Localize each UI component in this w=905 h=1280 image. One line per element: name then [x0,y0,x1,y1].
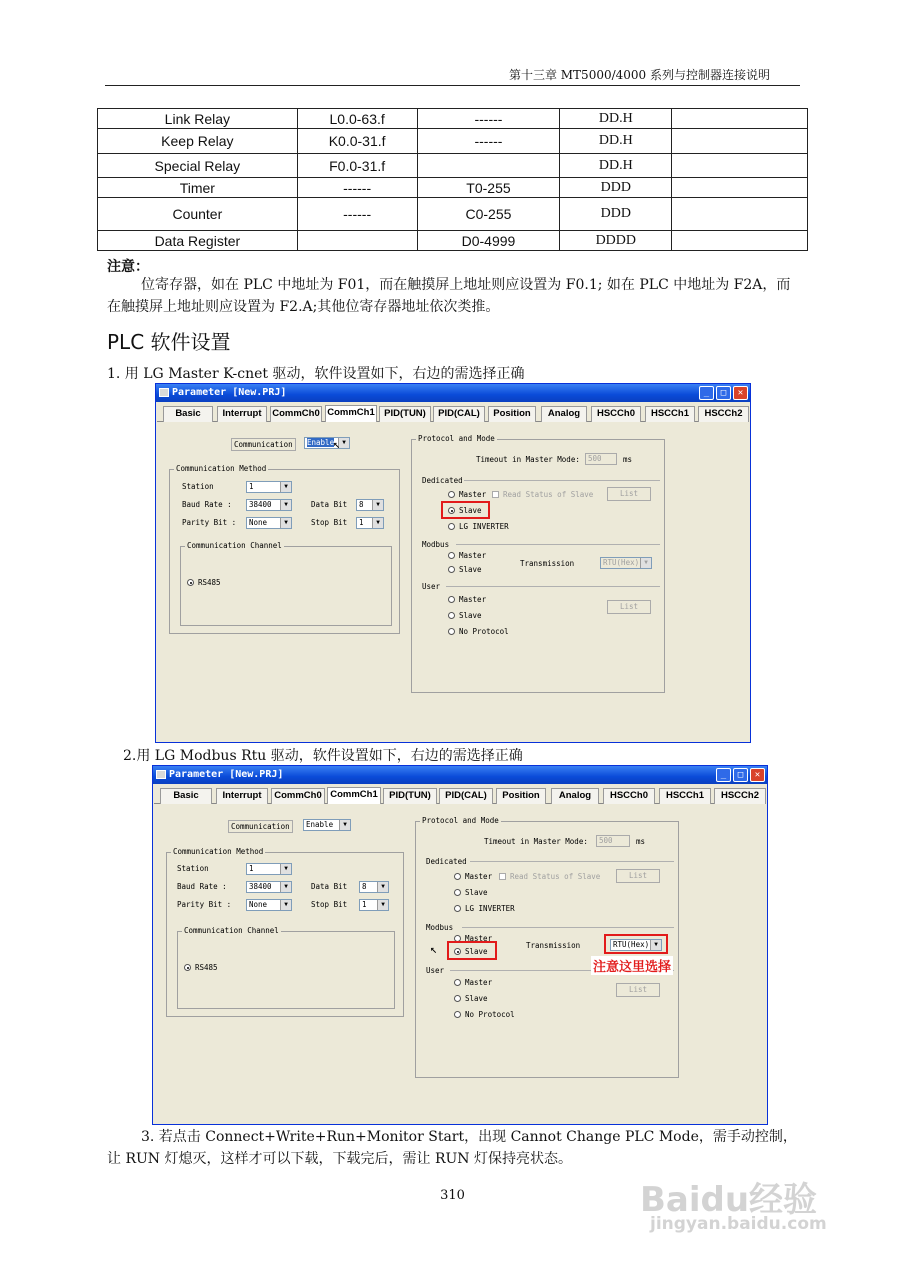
tab-strip [154,788,766,804]
table-cell: ------ [417,129,560,154]
chevron-down-icon: ▼ [280,482,291,492]
lg-inverter-label: LG INVERTER [459,522,509,531]
communication-channel-group [180,541,392,626]
mouse-cursor-icon: ↖ [333,437,341,451]
table-cell [672,178,808,198]
step-1-text: 1. 用 LG Master K-cnet 驱动，软件设置如下，右边的需选择正确 [107,366,525,382]
transmission-highlight-box [604,934,668,954]
no-protocol-radio[interactable] [448,628,455,635]
modbus-divider [462,927,674,928]
stop-bit-select[interactable] [356,517,384,529]
dedicated-label: Dedicated [426,857,467,866]
minimize-button[interactable]: _ [699,386,714,400]
communication-label: Communication [231,438,296,451]
parity-bit-label: Parity Bit : [177,900,232,909]
chevron-down-icon: ▼ [338,438,349,448]
read-status-checkbox[interactable] [492,491,499,498]
step-2-text: 2.用 LG Modbus Rtu 驱动，软件设置如下，右边的需选择正确 [123,748,523,764]
dedicated-divider [470,861,674,862]
table-cell: C0-255 [417,198,560,231]
parity-bit-label: Parity Bit : [182,518,237,527]
user-master-radio[interactable] [454,979,461,986]
parity-bit-select[interactable] [246,899,292,911]
data-bit-value: 8 [362,882,367,891]
dedicated-list-button[interactable]: List [616,869,660,883]
transmission-label: Transmission [526,941,581,950]
communication-method-group [166,847,404,1017]
dedicated-divider [464,480,660,481]
data-bit-label: Data Bit [311,500,348,509]
user-slave-radio[interactable] [454,995,461,1002]
communication-select[interactable] [303,819,351,831]
parity-bit-value: None [249,518,268,527]
user-slave-radio[interactable] [448,612,455,619]
read-status-checkbox[interactable] [499,873,506,880]
rs485-label: RS485 [195,963,218,972]
communication-label: Communication [228,820,293,833]
tab-analog[interactable]: Analog [551,788,599,804]
tab-hscch0[interactable]: HSCCh0 [591,406,641,422]
baud-rate-value: 38400 [249,500,272,509]
table-cell: F0.0-31.f [297,154,417,178]
data-bit-select[interactable] [359,881,389,893]
slave-highlight-box [441,501,490,519]
stop-bit-label: Stop Bit [311,518,348,527]
station-select[interactable] [246,481,292,493]
table-row [98,231,808,251]
mouse-cursor-icon: ↖ [430,942,438,956]
dedicated-master-radio[interactable] [448,491,455,498]
table-cell: DDD [560,178,672,198]
modbus-slave-label: Slave [459,565,482,574]
table-cell: Link Relay [98,109,298,129]
user-label: User [426,966,445,975]
tab-basic[interactable]: Basic [160,788,212,804]
user-list-button[interactable]: List [607,600,651,614]
timeout-label: Timeout in Master Mode: [476,455,580,464]
transmission-value: RTU(Hex) [613,940,650,949]
lg-inverter-label: LG INVERTER [465,904,515,913]
baud-rate-label: Baud Rate : [182,500,232,509]
stop-bit-value: 1 [362,900,367,909]
tab-pid-cal[interactable]: PID(CAL) [439,788,493,804]
communication-value: Enable [307,438,335,447]
station-select[interactable] [246,863,292,875]
modbus-slave-radio[interactable] [448,566,455,573]
tab-hscch2[interactable]: HSCCh2 [714,788,766,804]
chevron-down-icon: ▼ [280,518,291,528]
station-value: 1 [249,482,254,491]
table-cell: DDD [560,198,672,231]
address-table [97,108,808,251]
table-cell: DD.H [560,129,672,154]
dedicated-slave-label: Slave [465,888,488,897]
table-cell: ------ [297,178,417,198]
rs485-radio[interactable] [184,964,191,971]
table-cell [417,154,560,178]
rs485-radio[interactable] [187,579,194,586]
table-cell: T0-255 [417,178,560,198]
table-cell [672,198,808,231]
chevron-down-icon: ▼ [339,820,350,830]
tab-interrupt[interactable]: Interrupt [216,788,268,804]
communication-channel-group [177,926,395,1009]
rs485-label: RS485 [198,578,221,587]
lg-inverter-radio[interactable] [454,905,461,912]
tab-position[interactable]: Position [496,788,546,804]
dedicated-slave-label: Slave [459,506,482,515]
maximize-button[interactable]: □ [716,386,731,400]
modbus-divider [456,544,660,545]
modbus-master-label: Master [465,934,493,943]
tab-hscch1[interactable]: HSCCh1 [659,788,711,804]
user-master-label: Master [465,978,493,987]
table-cell [297,231,417,251]
table-cell: L0.0-63.f [297,109,417,129]
communication-select[interactable] [304,437,350,449]
parity-bit-value: None [249,900,268,909]
stop-bit-select[interactable] [359,899,389,911]
chevron-down-icon: ▼ [377,882,388,892]
page-number: 310 [440,1188,465,1203]
tab-interrupt[interactable]: Interrupt [217,406,267,422]
data-bit-select[interactable] [356,499,384,511]
app-icon [156,770,166,779]
select-here-annotation: 注意这里选择 [591,956,673,975]
table-cell: D0-4999 [417,231,560,251]
chevron-down-icon: ▼ [280,900,291,910]
protocol-mode-group [411,434,665,693]
dialog-2-titlebar[interactable] [153,766,767,784]
chevron-down-icon: ▼ [372,500,383,510]
tab-pid-cal[interactable]: PID(CAL) [433,406,485,422]
dedicated-list-button[interactable]: List [607,487,651,501]
chevron-down-icon: ▼ [640,558,651,568]
tab-commch1[interactable]: CommCh1 [325,405,377,422]
baud-rate-label: Baud Rate : [177,882,227,891]
table-row [98,178,808,198]
timeout-input[interactable]: 500 [596,835,630,847]
dedicated-master-label: Master [459,490,487,499]
chevron-down-icon: ▼ [372,518,383,528]
protocol-mode-group [415,816,679,1078]
user-master-radio[interactable] [448,596,455,603]
parameter-dialog-1 [155,383,751,743]
table-row [98,154,808,178]
timeout-label: Timeout in Master Mode: [484,837,588,846]
tab-analog[interactable]: Analog [541,406,587,422]
tab-hscch2[interactable]: HSCCh2 [698,406,749,422]
table-cell: ------ [297,198,417,231]
user-label: User [422,582,441,591]
tab-pid-tun[interactable]: PID(TUN) [379,406,431,422]
channel-group-label: Communication Channel [184,926,279,935]
modbus-label: Modbus [422,540,450,549]
transmission-select[interactable] [600,557,652,569]
table-cell: Special Relay [98,154,298,178]
table-cell [672,109,808,129]
section-title: PLC 软件设置 [107,330,231,354]
parameter-dialog-2 [152,765,768,1125]
baud-rate-value: 38400 [249,882,272,891]
baud-rate-select[interactable] [246,499,292,511]
table-cell: Data Register [98,231,298,251]
dedicated-master-label: Master [465,872,493,881]
tab-commch0[interactable]: CommCh0 [270,406,322,422]
table-cell: DD.H [560,109,672,129]
station-label: Station [182,482,214,491]
table-cell: Keep Relay [98,129,298,154]
tab-commch0[interactable]: CommCh0 [271,788,325,804]
table-cell: ------ [417,109,560,129]
table-cell [672,231,808,251]
table-cell: DD.H [560,154,672,178]
tab-strip [157,406,749,422]
communication-method-group [169,464,400,634]
table-row [98,198,808,231]
data-bit-value: 8 [359,500,364,509]
chevron-down-icon: ▼ [280,864,291,874]
modbus-label: Modbus [426,923,454,932]
table-cell: K0.0-31.f [297,129,417,154]
chevron-down-icon: ▼ [650,940,661,950]
note-body: 位寄存器，如在 PLC 中地址为 F01，而在触摸屏上地址则应设置为 F0.1; 如在 PLC 中地址为 F2A，而在触摸屏上地址则应设置为 F2.A;其他位寄存器地址依次类推。 [107,277,791,315]
close-button[interactable]: ✕ [750,768,765,782]
timeout-unit: ms [636,837,646,846]
tab-hscch0[interactable]: HSCCh0 [603,788,655,804]
method-group-label: Communication Method [176,464,267,473]
table-cell: DDDD [560,231,672,251]
timeout-input[interactable]: 500 [585,453,617,465]
step-3-text: 3. 若点击 Connect+Write+Run+Monitor Start，出现 Cannot Change PLC Mode，需手动控制，让 RUN 灯熄灭，这样才可以下载，下载完后，需让 RUN 灯保持亮状态。 [107,1129,797,1167]
table-cell [672,154,808,178]
table-cell [672,129,808,154]
no-protocol-radio[interactable] [454,1011,461,1018]
table-row [98,129,808,154]
station-value: 1 [249,864,254,873]
dialog-1-titlebar[interactable] [156,384,750,402]
baidu-jingyan-watermark-logo: Baidu经验 [640,1180,818,1220]
lg-inverter-radio[interactable] [448,523,455,530]
station-label: Station [177,864,209,873]
tab-commch1[interactable]: CommCh1 [327,787,381,804]
modbus-slave-highlight-box [447,941,497,960]
dedicated-slave-radio[interactable] [454,889,461,896]
minimize-button[interactable]: _ [716,768,731,782]
baud-rate-select[interactable] [246,881,292,893]
parity-bit-select[interactable] [246,517,292,529]
read-status-label: Read Status of Slave [510,872,601,881]
user-slave-label: Slave [459,611,482,620]
note-label: 注意： [107,259,149,275]
transmission-label: Transmission [520,559,575,568]
modbus-master-label: Master [459,551,487,560]
maximize-button[interactable]: □ [733,768,748,782]
tab-pid-tun[interactable]: PID(TUN) [383,788,437,804]
protocol-group-label: Protocol and Mode [418,434,495,443]
protocol-group-label: Protocol and Mode [422,816,499,825]
read-status-label: Read Status of Slave [503,490,594,499]
user-list-button[interactable]: List [616,983,660,997]
communication-value: Enable [306,820,334,829]
user-slave-label: Slave [465,994,488,1003]
channel-group-label: Communication Channel [187,541,282,550]
dedicated-master-radio[interactable] [454,873,461,880]
stop-bit-label: Stop Bit [311,900,348,909]
tab-basic[interactable]: Basic [163,406,213,422]
tab-position[interactable]: Position [488,406,536,422]
timeout-unit: ms [623,455,633,464]
dialog-title: Parameter [New.PRJ] [169,769,284,780]
method-group-label: Communication Method [173,847,264,856]
chevron-down-icon: ▼ [280,500,291,510]
modbus-slave-label: Slave [465,947,488,956]
no-protocol-label: No Protocol [465,1010,515,1019]
page-header: 第十三章 MT5000/4000 系列与控制器连接说明 [105,66,800,86]
table-row [98,109,808,129]
tab-hscch1[interactable]: HSCCh1 [645,406,695,422]
data-bit-label: Data Bit [311,882,348,891]
dedicated-label: Dedicated [422,476,463,485]
chevron-down-icon: ▼ [280,882,291,892]
close-button[interactable]: ✕ [733,386,748,400]
no-protocol-label: No Protocol [459,627,509,636]
stop-bit-value: 1 [359,518,364,527]
transmission-value: RTU(Hex) [603,558,640,567]
table-cell: Timer [98,178,298,198]
user-divider [446,586,660,587]
user-master-label: Master [459,595,487,604]
chevron-down-icon: ▼ [377,900,388,910]
dialog-title: Parameter [New.PRJ] [172,387,287,398]
modbus-master-radio[interactable] [448,552,455,559]
baidu-jingyan-watermark-url: jingyan.baidu.com [650,1214,827,1234]
app-icon [159,388,169,397]
table-cell: Counter [98,198,298,231]
